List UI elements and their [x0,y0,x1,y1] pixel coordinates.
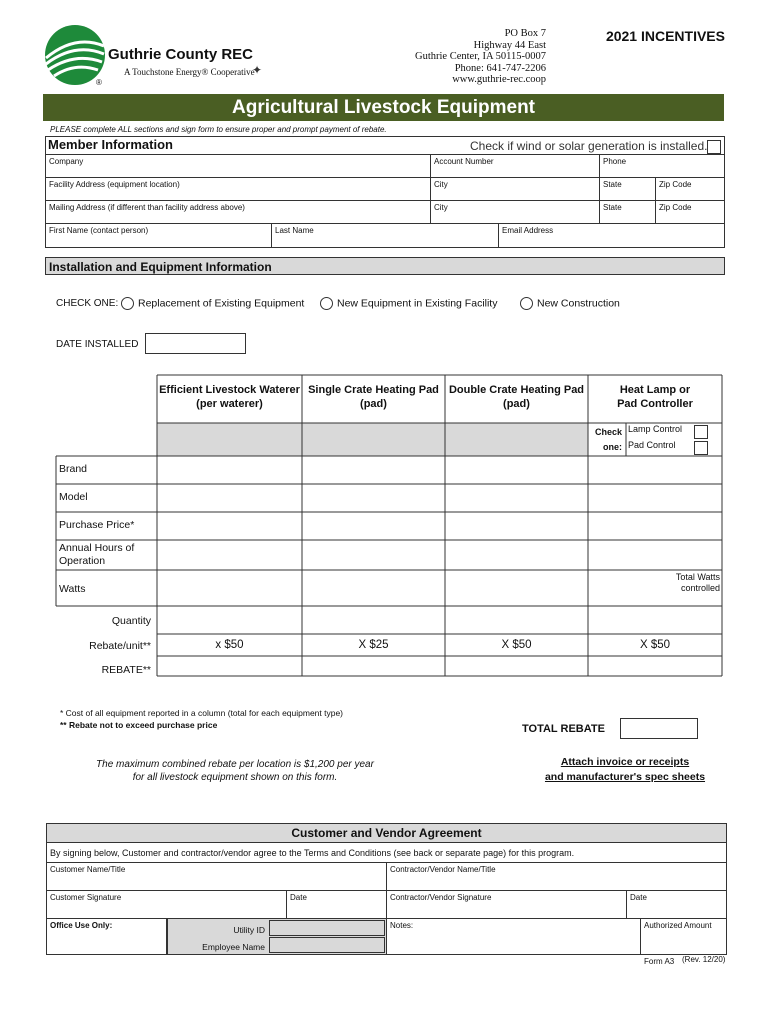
registered-mark: ® [96,78,102,87]
agreement-heading: Customer and Vendor Agreement [291,826,482,840]
row-label-rebate-unit: Rebate/unit** [89,640,151,652]
footnote-1: * Cost of all equipment reported in a column (total for each equipment type) [60,708,344,718]
field-label: State [603,180,622,189]
field-label: Facility Address (equipment location) [49,180,180,189]
date-installed-label: DATE INSTALLED [56,339,139,350]
field-label: Account Number [434,157,494,166]
col-title: Double Crate Heating Pad [448,384,585,396]
total-watts-label: Total Watts controlled [675,572,720,593]
customer-date-field[interactable] [286,890,387,919]
row-label-quantity: Quantity [111,615,151,627]
check-label: Check [594,427,622,437]
rebate-unit-controller: X $50 [639,639,671,651]
field-label: Notes: [390,921,414,930]
field-label: Phone [603,157,627,166]
field-label: City [434,180,448,189]
row-label-brand: Brand [59,463,88,475]
row-label-rebate: REBATE** [101,664,151,676]
col-title: Heat Lamp or [619,384,691,396]
col-sub: Pad Controller [617,398,693,410]
col-title: Single Crate Heating Pad [308,384,439,396]
field-label: Contractor/Vendor Signature [390,893,492,902]
office-use-label: Office Use Only: [50,921,113,930]
address-line: Highway 44 East [473,39,546,51]
agreement-heading-bar [46,823,727,843]
field-label: City [434,203,448,212]
install-heading: Installation and Equipment Information [49,260,272,274]
max-rebate-note [80,758,390,784]
col-title: Efficient Livestock Waterer [159,384,300,396]
field-label: Authorized Amount [644,921,712,930]
field-label: Customer Signature [50,893,122,902]
org-name: Guthrie County REC [108,46,253,63]
row-label-model: Model [59,491,88,503]
field-label: Customer Name/Title [50,865,126,874]
form-title: Agricultural Livestock Equipment [232,97,535,118]
field-label: Mailing Address (if different than facility address above) [49,203,245,212]
contractor-signature-field[interactable] [386,890,627,919]
col-sub: (pad) [503,398,530,410]
note-line: for all livestock equipment shown on this form. [132,772,338,783]
field-label: Contractor/Vendor Name/Title [390,865,496,874]
note-line: Attach invoice or receipts [560,756,690,768]
touchstone-icon: ✦ [252,63,263,77]
field-label: Zip Code [659,180,692,189]
total-rebate-input[interactable] [620,718,698,739]
address-line: www.guthrie-rec.coop [452,74,546,85]
col-sub: (pad) [360,398,387,410]
note-line: The maximum combined rebate per location is $1,200 per year [96,759,374,770]
field-label: State [603,203,622,212]
form-number: Form A3 [644,957,675,966]
col-sub: (per waterer) [196,398,263,410]
org-tagline: A Touchstone Energy® Cooperative [124,67,255,77]
rebate-unit-double: X $50 [501,639,532,651]
field-label: Zip Code [659,203,692,212]
incentives-badge: 2021 INCENTIVES [605,28,725,44]
authorized-amount-field[interactable] [640,918,727,955]
employee-name-input[interactable] [269,937,385,953]
notes-field[interactable] [386,918,641,955]
footnote-2: ** Rebate not to exceed purchase price [60,720,218,730]
row-label-watts: Watts [59,583,86,595]
check-one-label: CHECK ONE: [56,298,119,309]
field-label: Last Name [275,226,314,235]
contractor-date-field[interactable] [626,890,727,919]
field-label: Date [630,893,647,902]
member-heading: Member Information [48,137,173,152]
rebate-unit-single: X $25 [358,639,389,651]
address-line: Phone: 641-747-2206 [454,62,546,74]
office-use-block [46,918,167,955]
instructions: PLEASE complete ALL sections and sign form to ensure proper and prompt payment of rebate. [50,125,387,134]
customer-name-field[interactable] [46,862,387,891]
option-label: New Equipment in Existing Facility [337,297,498,310]
utility-id-input[interactable] [269,920,385,936]
row-label-purchase-price: Purchase Price* [59,519,135,531]
field-label: First Name (contact person) [49,226,149,235]
field-label: Date [290,893,307,902]
address-line: Guthrie Center, IA 50115-0007 [415,51,546,62]
utility-id-label: Utility ID [233,925,265,935]
wind-solar-label: Check if wind or solar generation is installed. [470,139,708,153]
option-label: Pad Control [628,440,676,450]
option-label: Lamp Control [628,424,683,434]
revision: (Rev. 12/20) [682,955,726,964]
agreement-text [46,842,727,863]
agreement-text-content: By signing below, Customer and contractor/vendor agree to the Terms and Conditions (see back or separate page) for this program. [50,848,575,858]
rebate-unit-waterer: x $50 [215,639,244,651]
address-line: PO Box 7 [504,28,546,39]
option-label: Replacement of Existing Equipment [138,297,305,310]
attach-note [530,755,720,785]
check-label: one: [603,442,622,452]
field-label: Email Address [502,226,554,235]
option-label: New Construction [537,297,620,310]
row-label-annual-hours: Annual Hours of Operation [59,542,135,567]
employee-name-label: Employee Name [202,942,265,952]
total-rebate-label: TOTAL REBATE [522,723,605,735]
customer-signature-field[interactable] [46,890,287,919]
note-line: and manufacturer's spec sheets [544,771,706,783]
field-label: Company [49,157,84,166]
contractor-name-field[interactable] [386,862,727,891]
